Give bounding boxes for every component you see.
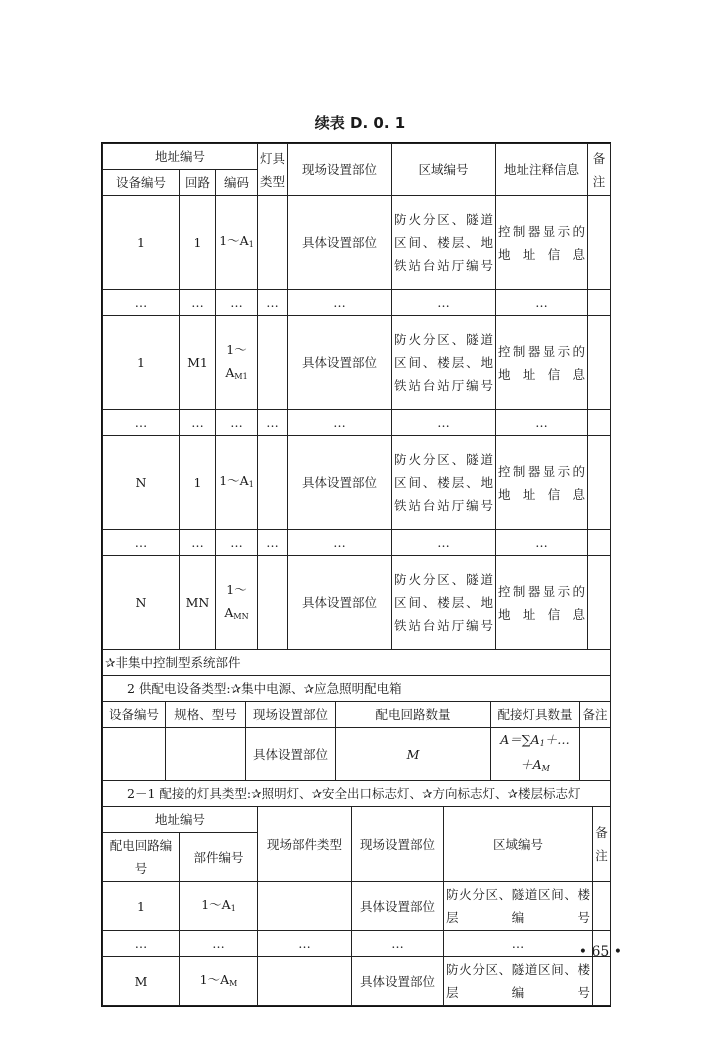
ellipsis-row: … … … … … … … [103,530,611,556]
code: $1\sim A_1$ [216,436,258,530]
remark [580,728,611,781]
code: 1～ $A_{MN}$ [216,556,258,650]
header-lamps: 配接灯具数量 [491,702,580,728]
circuit-no: MN [180,556,216,650]
header-code: 编码 [216,170,258,196]
circuit-no: 1 [180,436,216,530]
header-device-no: 设备编号 [103,170,180,196]
ellipsis-row: … … … … … … … [103,410,611,436]
power-device-table [102,702,611,807]
zone: 防火分区、隧道区间、楼层、地铁站台站厅编号 [392,436,496,530]
lamp-table [102,807,611,1006]
address-table [102,143,611,702]
remark [593,957,611,1006]
page-number: • 65 • [578,944,622,960]
lamp-type [258,556,288,650]
page-title: 续表 D. 0. 1 [314,114,406,132]
header-lamp-type: 灯具类型 [258,144,288,196]
header-remark: 备注 [593,807,611,882]
part-no: $1\sim A_1$ [180,882,258,931]
table-row [103,556,611,650]
lamp-type [258,436,288,530]
ellipsis-row: … … … … … [103,931,611,957]
header-address-group: 地址编号 [103,807,258,833]
circuit-no: M1 [180,316,216,410]
table-row [103,882,611,931]
device-no: 1 [103,196,180,290]
device-no: N [103,436,180,530]
header-location: 现场设置部位 [288,144,392,196]
annotation: 控制器显示的地址信息 [496,196,588,290]
header-spec: 规格、型号 [166,702,246,728]
part-no: $1\sim A_M$ [180,957,258,1006]
zone: 防火分区、隧道区间、楼层编号 [444,882,593,931]
remark [588,196,611,290]
remark [588,556,611,650]
lamp-type [258,196,288,290]
header-location: 现场设置部位 [352,807,444,882]
header-device-no: 设备编号 [103,702,166,728]
remark [588,316,611,410]
table-row [103,436,611,530]
zone: 防火分区、隧道区间、楼层、地铁站台站厅编号 [392,316,496,410]
code: 1～ $A_{M1}$ [216,316,258,410]
circuit-count: M [336,728,491,781]
location: 具体设置部位 [352,957,444,1006]
circuit-no: 1 [180,196,216,290]
header-annotation: 地址注释信息 [496,144,588,196]
device-no: N [103,556,180,650]
table-sheet [101,142,611,1007]
annotation: 控制器显示的地址信息 [496,436,588,530]
part-type [258,957,352,1006]
header-part-no: 部件编号 [180,833,258,882]
lamp-type [258,316,288,410]
table-row [103,728,611,781]
location: 具体设置部位 [288,556,392,650]
table-row [103,316,611,410]
header-circuit-no: 配电回路编号 [103,833,180,882]
power-device-heading: 2 供配电设备类型:✰集中电源、✰应急照明配电箱 [103,676,611,702]
circuit-no: 1 [103,882,180,931]
code: $1\sim A_1$ [216,196,258,290]
spec [166,728,246,781]
lamp-type-heading: 2－1 配接的灯具类型:✰照明灯、✰安全出口标志灯、✰方向标志灯、✰楼层标志灯 [103,781,611,807]
device-no [103,728,166,781]
header-part-type: 现场部件类型 [258,807,352,882]
header-remark: 备注 [580,702,611,728]
header-circuit: 回路 [180,170,216,196]
lamp-count: $A=\sum A_1+\dots$ $+A_M$ [491,728,580,781]
location: 具体设置部位 [288,436,392,530]
remark [593,882,611,931]
table-row [103,957,611,1006]
location: 具体设置部位 [288,196,392,290]
part-type [258,882,352,931]
header-zone: 区域编号 [444,807,593,882]
location: 具体设置部位 [352,882,444,931]
header-location: 现场设置部位 [246,702,336,728]
location: 具体设置部位 [288,316,392,410]
remark [588,436,611,530]
location: 具体设置部位 [246,728,336,781]
zone: 防火分区、隧道区间、楼层编号 [444,957,593,1006]
header-zone: 区域编号 [392,144,496,196]
header-address-group: 地址编号 [103,144,258,170]
annotation: 控制器显示的地址信息 [496,316,588,410]
header-remark: 备注 [588,144,611,196]
device-no: 1 [103,316,180,410]
annotation: 控制器显示的地址信息 [496,556,588,650]
circuit-no: M [103,957,180,1006]
table-row [103,196,611,290]
zone: 防火分区、隧道区间、楼层、地铁站台站厅编号 [392,196,496,290]
section-non-central: ✰非集中控制型系统部件 [103,650,611,676]
zone: 防火分区、隧道区间、楼层、地铁站台站厅编号 [392,556,496,650]
ellipsis-row: … … … … … … … [103,290,611,316]
header-circuits: 配电回路数量 [336,702,491,728]
